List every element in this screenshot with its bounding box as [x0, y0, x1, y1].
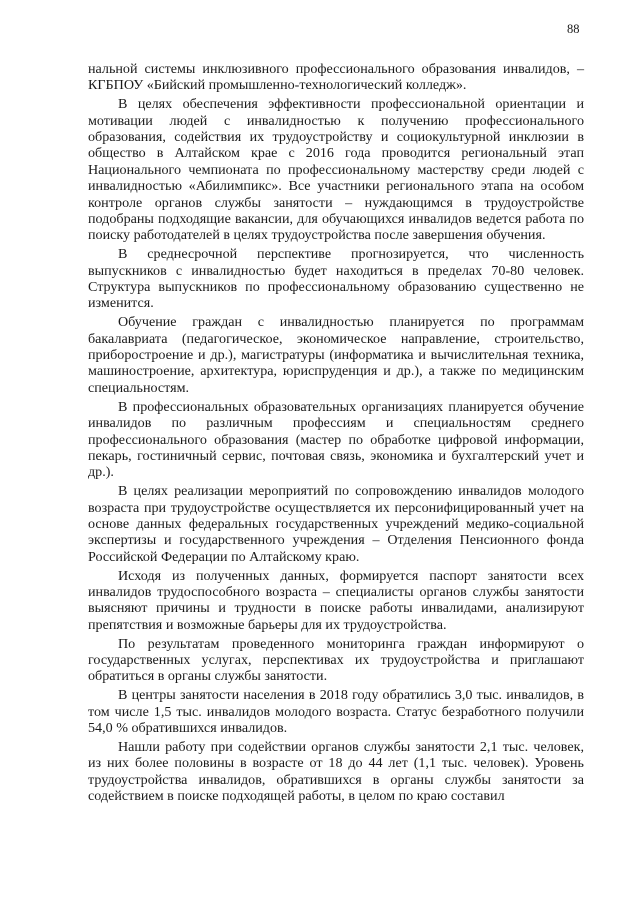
- paragraph: В целях реализации мероприятий по сопровождению инвалидов молодого возраста при трудоустройстве осуществляется их персонифицированный учет на основе данных федеральных государственных учреждений медико-социальной экспертизы и государственного учреждения – Отделения Пенсионного фонда Российской Федерации по Алтайскому краю.: [88, 483, 584, 565]
- page-number: 88: [567, 22, 580, 36]
- paragraph: нальной системы инклюзивного профессионального образования инвалидов, – КГБПОУ «Бийский промышленно-технологический колледж».: [88, 61, 584, 94]
- paragraph: По результатам проведенного мониторинга граждан информируют о государственных услугах, перспективах их трудоустройства и приглашают обратиться в органы службы занятости.: [88, 635, 584, 685]
- paragraph: В целях обеспечения эффективности профессиональной ориентации и мотивации людей с инвалидностью к получению профессионального образования, содействия их трудоустройству и социокультурной инклюзии в общество в Алтайском крае с 2016 года проводится региональный этап Национального чемпионата по профессиональному мастерству среди людей с инвалидностью «Абилимпикс». Все участники регионального этапа на особом контроле органов службы занятости – нуждающимся в трудоустройстве подобраны подходящие вакансии, для обучающихся инвалидов ведется работа по поиску работодателей в целях трудоустройства после завершения обучения.: [88, 96, 584, 244]
- paragraph: В среднесрочной перспективе прогнозируется, что численность выпускников с инвалидностью будет находиться в пределах 70-80 человек. Структура выпускников по профессиональному образованию существенно не изменится.: [88, 246, 584, 312]
- paragraph: В центры занятости населения в 2018 году обратились 3,0 тыс. инвалидов, в том числе 1,5 тыс. инвалидов молодого возраста. Статус безработного получили 54,0 % обратившихся инвалидов.: [88, 687, 584, 736]
- document-body: [88, 61, 584, 807]
- paragraph: Обучение граждан с инвалидностью планируется по программам бакалавриата (педагогическое, экономическое направление, строительство, приборостроение и др.), магистратуры (информатика и вычислительная техника, машиностроение, архитектура, юриспруденция и др.), а также по медицинским специальностям.: [88, 314, 584, 396]
- paragraph: Исходя из полученных данных, формируется паспорт занятости всех инвалидов трудоспособного возраста – специалисты органов службы занятости выясняют причины и трудности в поиске работы инвалидами, анализируют препятствия и возможные барьеры для их трудоустройства.: [88, 567, 584, 633]
- paragraph: Нашли работу при содействии органов службы занятости 2,1 тыс. человек, из них более половины в возрасте от 18 до 44 лет (1,1 тыс. человек). Уровень трудоустройства инвалидов, обратившихся в органы службы занятости за содействием в поиске подходящей работы, в целом по краю составил: [88, 738, 584, 804]
- paragraph: В профессиональных образовательных организациях планируется обучение инвалидов по различным профессиям и специальностям среднего профессионального образования (мастер по обработке цифровой информации, пекарь, гостиничный сервис, почтовая связь, экономика и бухгалтерский учет и др.).: [88, 398, 584, 481]
